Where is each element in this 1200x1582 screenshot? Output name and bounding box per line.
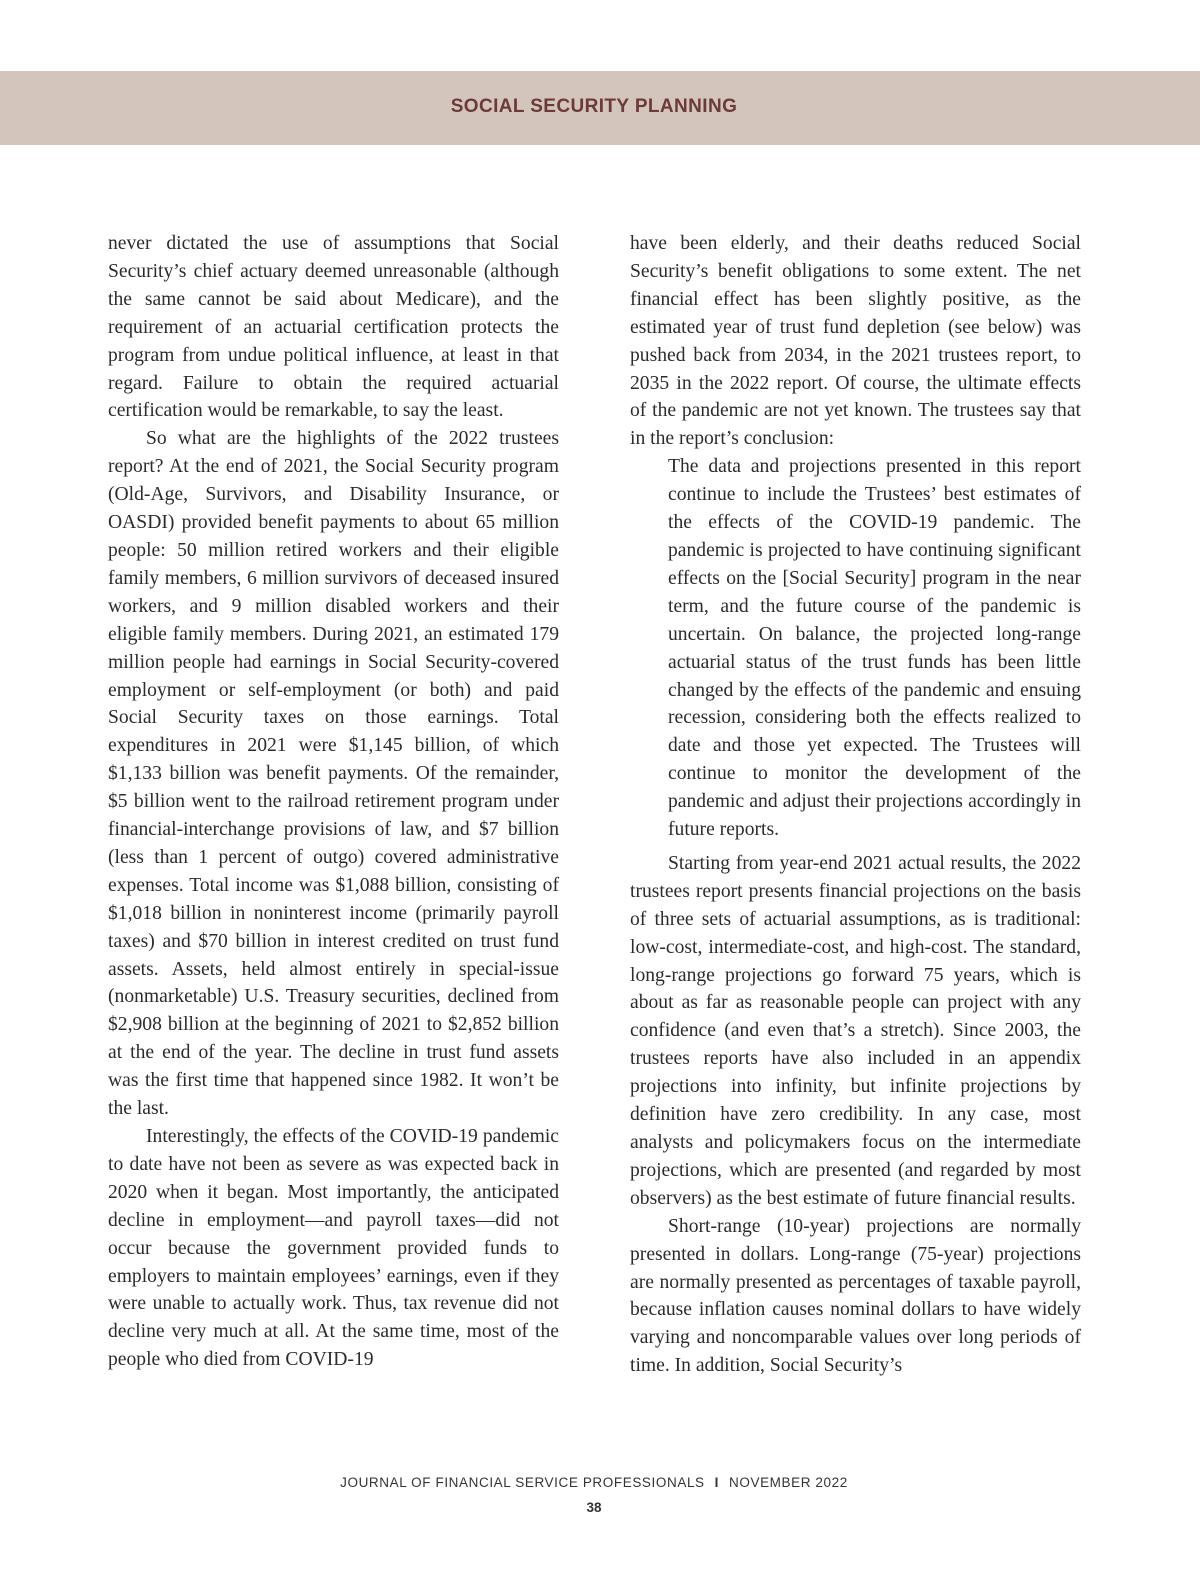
right-paragraph-1: have been elderly, and their deaths reduced Social Security’s benefit obligations to some extent. The net financial effect has been slightly positive, as the estimated year of trust fund depletion (see below) was pushed back from 2034, in the 2021 trustees report, to 2035 in the 2022 report. Of course, the ultimate effects of the pandemic are not yet known. The trustees say that in the report’s conclusion: <box>630 233 1081 450</box>
left-paragraph-1: never dictated the use of assumptions that Social Security’s chief actuary deemed unreasonable (although the same cannot be said about Medicare), and the requirement of an actuarial certification protects the program from undue political influence, at least in that regard. Failure to obtain the required actuarial certification would be remarkable, to say the least. <box>108 233 559 422</box>
footer-separator: I <box>714 1475 720 1490</box>
issue-date: NOVEMBER 2022 <box>729 1475 848 1490</box>
right-column <box>630 230 1081 1380</box>
left-column <box>108 230 559 1374</box>
right-paragraph-3: Short-range (10-year) projections are normally presented in dollars. Long-range (75-year) projections are normally presented as percentages of taxable payroll, because inflation causes nominal dollars to have widely varying and noncomparable values over long periods of time. In addition, Social Security’s <box>630 1215 1081 1377</box>
trustees-quote: The data and projections presented in this report continue to include the Trustees’ best estimates of the effects of the COVID-19 pandemic. The pandemic is projected to have continuing significant effects on the [Social Security] program in the near term, and the future course of the pandemic is uncertain. On balance, the projected long-range actuarial status of the trust funds has been little changed by the effects of the pandemic and ensuing recession, considering both the effects realized to date and those yet expected. The Trustees will continue to monitor the development of the pandemic and adjust their projections accordingly in future reports. <box>668 456 1081 841</box>
footer-journal-line <box>0 1475 1188 1490</box>
left-paragraph-3: Interestingly, the effects of the COVID-19 pandemic to date have not been as severe as was expected back in 2020 when it began. Most importantly, the anticipated decline in employment—and payroll taxes—did not occur because the government provided funds to employers to maintain employees’ earnings, even if they were unable to actually work. Thus, tax revenue did not decline very much at all. At the same time, most of the people who died from COVID-19 <box>108 1126 559 1371</box>
section-title: SOCIAL SECURITY PLANNING <box>450 96 738 117</box>
right-paragraph-2: Starting from year-end 2021 actual results, the 2022 trustees report presents financial projections on the basis of three sets of actuarial assumptions, as is traditional: low-cost, intermediate-cost, and high-cost. The standard, long-range projections go forward 75 years, which is about as far as reasonable people can project with any confidence (and even that’s a stretch). Since 2003, the trustees reports have also included in an appendix projections into infinity, but infinite projections by definition have zero credibility. In any case, most analysts and policymakers focus on the intermediate projections, which are presented (and regarded by most observers) as the best estimate of future financial results. <box>630 852 1081 1209</box>
journal-name: JOURNAL OF FINANCIAL SERVICE PROFESSIONALS <box>340 1475 705 1490</box>
left-paragraph-2: So what are the highlights of the 2022 trustees report? At the end of 2021, the Social Security program (Old-Age, Survivors, and Disability Insurance, or OASDI) provided benefit payments to about 65 million people: 50 million retired workers and their eligible family members, 6 million survivors of deceased insured workers, and 9 million disabled workers and their eligible family members. During 2021, an estimated 179 million people had earnings in Social Security-covered employment or self-employment (or both) and paid Social Security taxes on those earnings. Total expenditures in 2021 were $1,145 billion, of which $1,133 billion was benefit payments. Of the remainder, $5 billion went to the railroad retirement program under financial-interchange provisions of law, and $7 billion (less than 1 percent of outgo) covered administrative expenses. Total income was $1,088 billion, consisting of $1,018 billion in noninterest income (primarily payroll taxes) and $70 billion in interest credited on trust fund assets. Assets, held almost entirely in special-issue (nonmarketable) U.S. Treasury securities, declined from $2,908 billion at the beginning of 2021 to $2,852 billion at the end of the year. The decline in trust fund assets was the first time that happened since 1982. It won’t be the last. <box>108 428 559 1120</box>
page-number: 38 <box>586 1500 602 1515</box>
